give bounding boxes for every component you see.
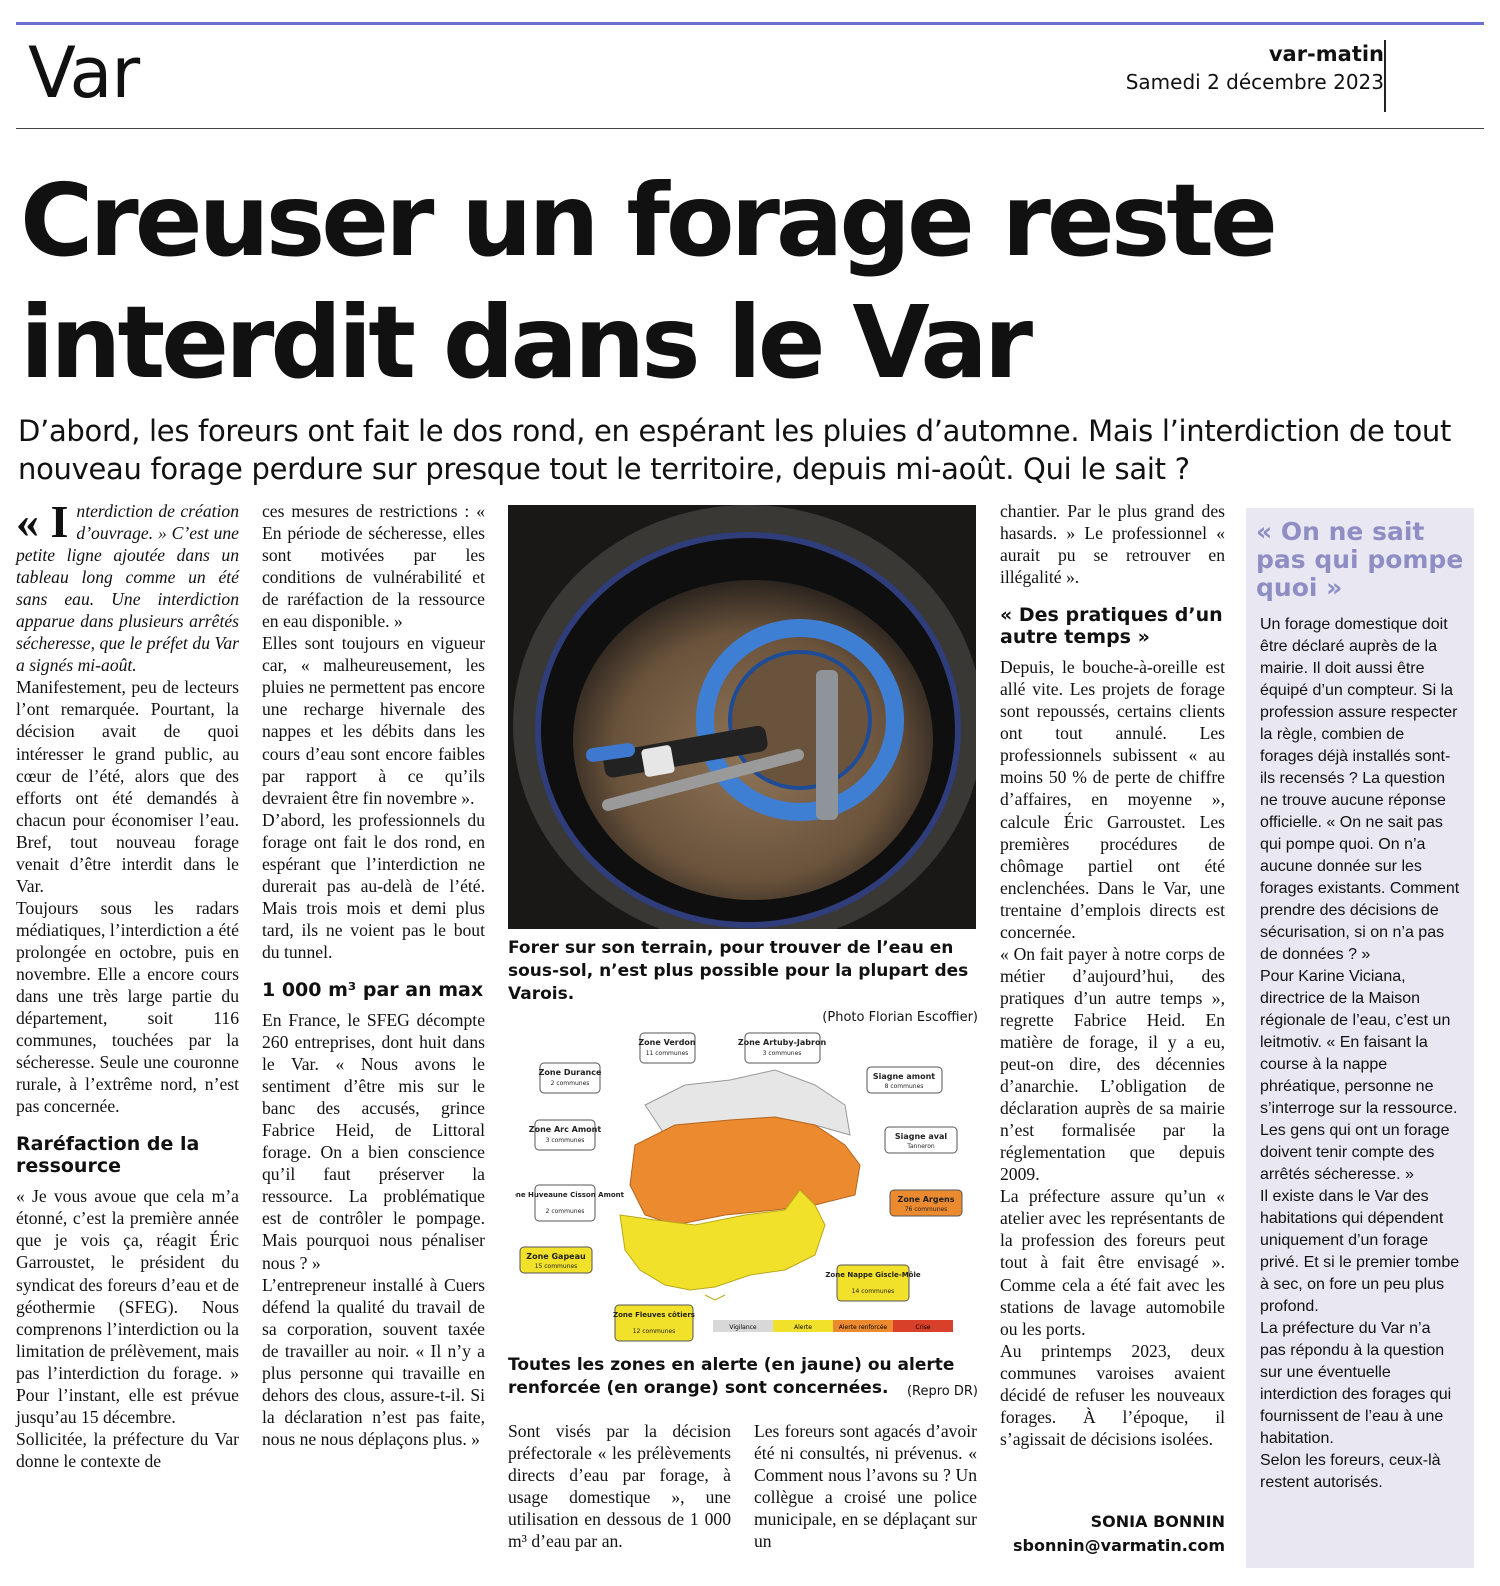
column-1	[16, 496, 239, 1472]
sidebar-para-4: La préfecture du Var n’a pas répondu à la question sur une éventuelle interdiction des forages qui fournissent de l’eau à une habitation.	[1260, 1320, 1452, 1447]
masthead	[1126, 42, 1384, 94]
col5-para-4: La préfecture assure qu’un « atelier avec les représentants de la profession des foreurs peut tout à fait être envisagé ». Comme cela a été fait avec les stations de lavage automobile ou les ports.	[1000, 1186, 1225, 1339]
label-huveaune: Zone Huveaune Cisson Amont	[515, 1191, 625, 1199]
label-giscle-sub: 14 communes	[851, 1288, 895, 1295]
label-fleuves-sub: 12 communes	[632, 1328, 676, 1335]
label-verdon-sub: 11 communes	[645, 1050, 689, 1057]
legend-crise: Crise	[915, 1324, 931, 1331]
sidebar-para-3: Il existe dans le Var des habitations qui dépendent uniquement d’un forage privé. Et si le premier tombe à sec, on fore un peu plus profond.	[1260, 1188, 1460, 1315]
label-siagne-amont: Siagne amont	[872, 1072, 936, 1081]
col1-para-4: « Je vous avoue que cela m’a étonné, c’est la première année que je vois ça, réagit Éric Garroustet, le président du syndicat des foreurs d’eau et de géothermie (SFEG). Nous comprenons l’interdiction ou la limitation de prélèvement, mais pas l’interdiction du forage. » Pour l’instant, elle est prévue jusqu’au 15 décembre.	[16, 1186, 239, 1427]
map-legend	[713, 1320, 953, 1332]
col1-para-2: Manifestement, peu de lecteurs l’ont remarquée. Pourtant, la décision avait de quoi intéresser le grand public, au cœur de l’été, alors que des efforts ont été demandés à chacun pour économiser l’eau. Bref, tout nouveau forage venait d’être interdit dans le Var.	[16, 677, 239, 896]
drought-zones-map	[515, 1025, 975, 1350]
sidebar-para-5: Selon les foreurs, ceux-là restent autorisés.	[1260, 1452, 1441, 1491]
label-durance-sub: 2 communes	[550, 1080, 590, 1087]
section-title: Var	[28, 32, 140, 114]
col5-para-3: « On fait payer à notre corps de métier d’aujourd’hui, des pratiques d’un autre temps », regrette Fabrice Heid. En matière de forage, il y a eu, peut-on dire, des décennies d’anarchie. L’obligation de déclaration auprès de sa mairie n’est formalisée par la réglementation que depuis 2009.	[1000, 943, 1225, 1185]
sidebar-quote: « On ne sait pas qui pompe quoi »	[1256, 517, 1464, 602]
label-argens-sub: 76 communes	[904, 1206, 948, 1213]
legend-alerte-renforcee: Alerte renforcée	[838, 1324, 888, 1331]
col2-para-4: En France, le SFEG décompte 260 entreprises, dont huit dans le Var. « Nous avons le sentiment d’être mis sur le banc des accusés, grince Fabrice Heid, de Littoral forage. On a bien conscience qu’il faut préserver la ressource. La problématique est de contrôler le pompage. Mais pourquoi nous pénaliser nous ? »	[262, 1009, 485, 1273]
label-siagne-aval: Siagne aval	[894, 1132, 948, 1141]
drop-cap: « I	[16, 496, 69, 547]
label-fleuves: Zone Fleuves côtiers	[613, 1311, 695, 1319]
label-gapeau-sub: 15 communes	[534, 1263, 578, 1270]
col1-para-5: Sollicitée, la préfecture du Var donne le contexte de	[16, 1428, 239, 1471]
col1-para-3: Toujours sous les radars médiatiques, l’interdiction a été prolongée en octobre, puis en novembre. Elle a encore cours dans une très large partie du département, soit 116 communes, touchées par la sécheresse. Seule une couronne rurale, à l’extrême nord, n’est pas concernée.	[16, 897, 239, 1117]
column-4-bottom	[754, 1420, 977, 1552]
label-giscle: Zone Nappe Giscle-Môle	[825, 1271, 921, 1279]
photo-caption-text: Forer sur son terrain, pour trouver de l’eau en sous-sol, n’est plus possible pour la plupart des Varois.	[508, 938, 969, 1004]
label-artuby: Zone Artuby-Jabron	[737, 1038, 827, 1047]
col1-para-1: « I nterdiction de création d’ouvrage. » C’est une petite ligne ajoutée dans un tableau long comme un été sans eau. Une interdiction apparue dans plusieurs arrêtés sécheresse, que le préfet du Var a signés mi-août.	[16, 496, 239, 676]
label-gapeau: Zone Gapeau	[526, 1252, 586, 1261]
top-rule	[16, 22, 1484, 25]
map-caption-text: Toutes les zones en alerte (en jaune) ou alerte renforcée (en orange) sont concernées.	[508, 1355, 955, 1398]
label-siagne-amont-sub: 8 communes	[884, 1083, 924, 1090]
col5-para-1: chantier. Par le plus grand des hasards. » Le professionnel « aurait pu se retrouver en illégalité ».	[1000, 501, 1225, 588]
col4-para-1: Les foreurs sont agacés d’avoir été ni consultés, ni prévenus. « Comment nous l’avons su ? Un collègue a croisé une police municipale, en se déplaçant sur un	[754, 1421, 977, 1552]
col2-para-5: L’entrepreneur installé à Cuers défend la qualité du travail de sa corporation, souvent taxée de travailler au noir. « Il n’y a plus personne qui travaille en dehors des clous, assure-t-il. Si la déclaration n’est pas faite, nous ne nous déplaçons plus. »	[262, 1274, 485, 1449]
label-argens: Zone Argens	[897, 1195, 955, 1204]
sidebar-para-2: Pour Karine Viciana, directrice de la Maison régionale de l’eau, c’est un leitmotiv. « En faisant la course à la nappe phréatique, personne ne s’interroge sur la ressource. Les gens qui ont un forage doivent tenir compte des arrêtés sécheresse. »	[1260, 968, 1458, 1183]
col3-para-1: Sont visés par la décision préfectorale « les prélèvements directs d’eau par forage, à usage domestique », une utilisation en dessous de 1 000 m³ d’eau par an.	[508, 1421, 731, 1552]
label-verdon: Zone Verdon	[638, 1038, 696, 1047]
headline: Creuser un forage reste interdit dans le Var	[20, 162, 1274, 401]
sidebar-body	[1246, 602, 1474, 1494]
legend-alerte: Alerte	[794, 1324, 812, 1331]
sidebar-box	[1246, 508, 1474, 1568]
author-name: SONIA BONNIN	[1090, 1512, 1225, 1531]
col5-para-5: Au printemps 2023, deux communes varoises avaient décidé de refuser les nouveaux forages. À l’époque, il s’agissait de décisions isolées.	[1000, 1340, 1225, 1449]
drought-map-graphic	[515, 1025, 975, 1350]
paper-name: var-matin	[1268, 42, 1384, 66]
column-3-bottom	[508, 1420, 731, 1552]
col2-para-3: D’abord, les professionnels du forage ont fait le dos rond, en espérant que l’interdiction ne durerait pas au-delà de l’été. Mais trois mois et demi plus tard, ils ne voient pas le bout du tunnel.	[262, 809, 485, 962]
column-5	[1000, 500, 1225, 1450]
issue-date: Samedi 2 décembre 2023	[1125, 70, 1384, 94]
col2-para-2: Elles sont toujours en vigueur car, « malheureusement, les pluies ne permettent pas encore une recharge hivernale des nappes et les débits dans les cours d’eau sont encore faibles par rapport à ce qu’ils devraient être fin novembre ».	[262, 633, 485, 808]
col2-subhead: 1 000 m³ par an max	[262, 978, 484, 1001]
photo-caption	[508, 937, 978, 1026]
well-photo-image	[508, 505, 976, 929]
legend-vigilance: Vigilance	[729, 1324, 757, 1331]
label-huveaune-sub: 2 communes	[545, 1208, 585, 1215]
header-rule	[16, 128, 1484, 129]
author-email[interactable]: sbonnin@varmatin.com	[1013, 1536, 1225, 1555]
map-credit: (Repro DR)	[906, 1384, 978, 1399]
label-artuby-sub: 3 communes	[762, 1050, 802, 1057]
map-caption	[508, 1354, 978, 1400]
sidebar-para-1: Un forage domestique doit être déclaré auprès de la mairie. Il doit aussi être équipé d’un compteur. Si la profession assure respecter la règle, combien de forages déjà installés sont-ils recensés ? La question ne trouve aucune réponse officielle. « On ne sait pas qui pompe quoi. On n’a aucune donnée sur les forages existants. Comment prendre des décisions de sécurisation, si on n’a pas de données ? »	[1260, 616, 1460, 963]
label-durance: Zone Durance	[538, 1068, 602, 1077]
col5-para-2: Depuis, le bouche-à-oreille est allé vite. Les projets de forage sont repoussés, certains clients ont tout annulé. Les professionnels subissent « au moins 50 % de perte de chiffre d’affaires, en moyenne », calcule Éric Garroustet. Les premières procédures de chômage partiel ont été enclenchées. Dans le Var, une trentaine d’emplois directs est concernée.	[1000, 657, 1225, 942]
column-2	[262, 500, 485, 1450]
well-photo	[508, 505, 976, 929]
col5-subhead: « Des pratiques d’un autre temps »	[1000, 604, 1223, 649]
label-arc: Zone Arc Amont	[528, 1125, 602, 1134]
col2-para-1: ces mesures de restrictions : « En période de sécheresse, elles sont motivées par les conditions de vulnérabilité et de raréfaction de la ressource en eau disponible. »	[262, 501, 485, 632]
label-arc-sub: 3 communes	[545, 1137, 585, 1144]
standfirst: D’abord, les foreurs ont fait le dos rond, en espérant les pluies d’automne. Mais l’interdiction de tout nouveau forage perdure sur presque tout le territoire, depuis mi-août. Qui le sait ?	[18, 414, 1452, 486]
byline	[1000, 1510, 1225, 1558]
photo-credit: (Photo Florian Escoffier)	[822, 1010, 978, 1025]
masthead-divider	[1384, 40, 1386, 112]
col1-subhead: Raréfaction de la ressource	[16, 1133, 200, 1178]
label-siagne-aval-sub: Tanneron	[907, 1143, 935, 1150]
